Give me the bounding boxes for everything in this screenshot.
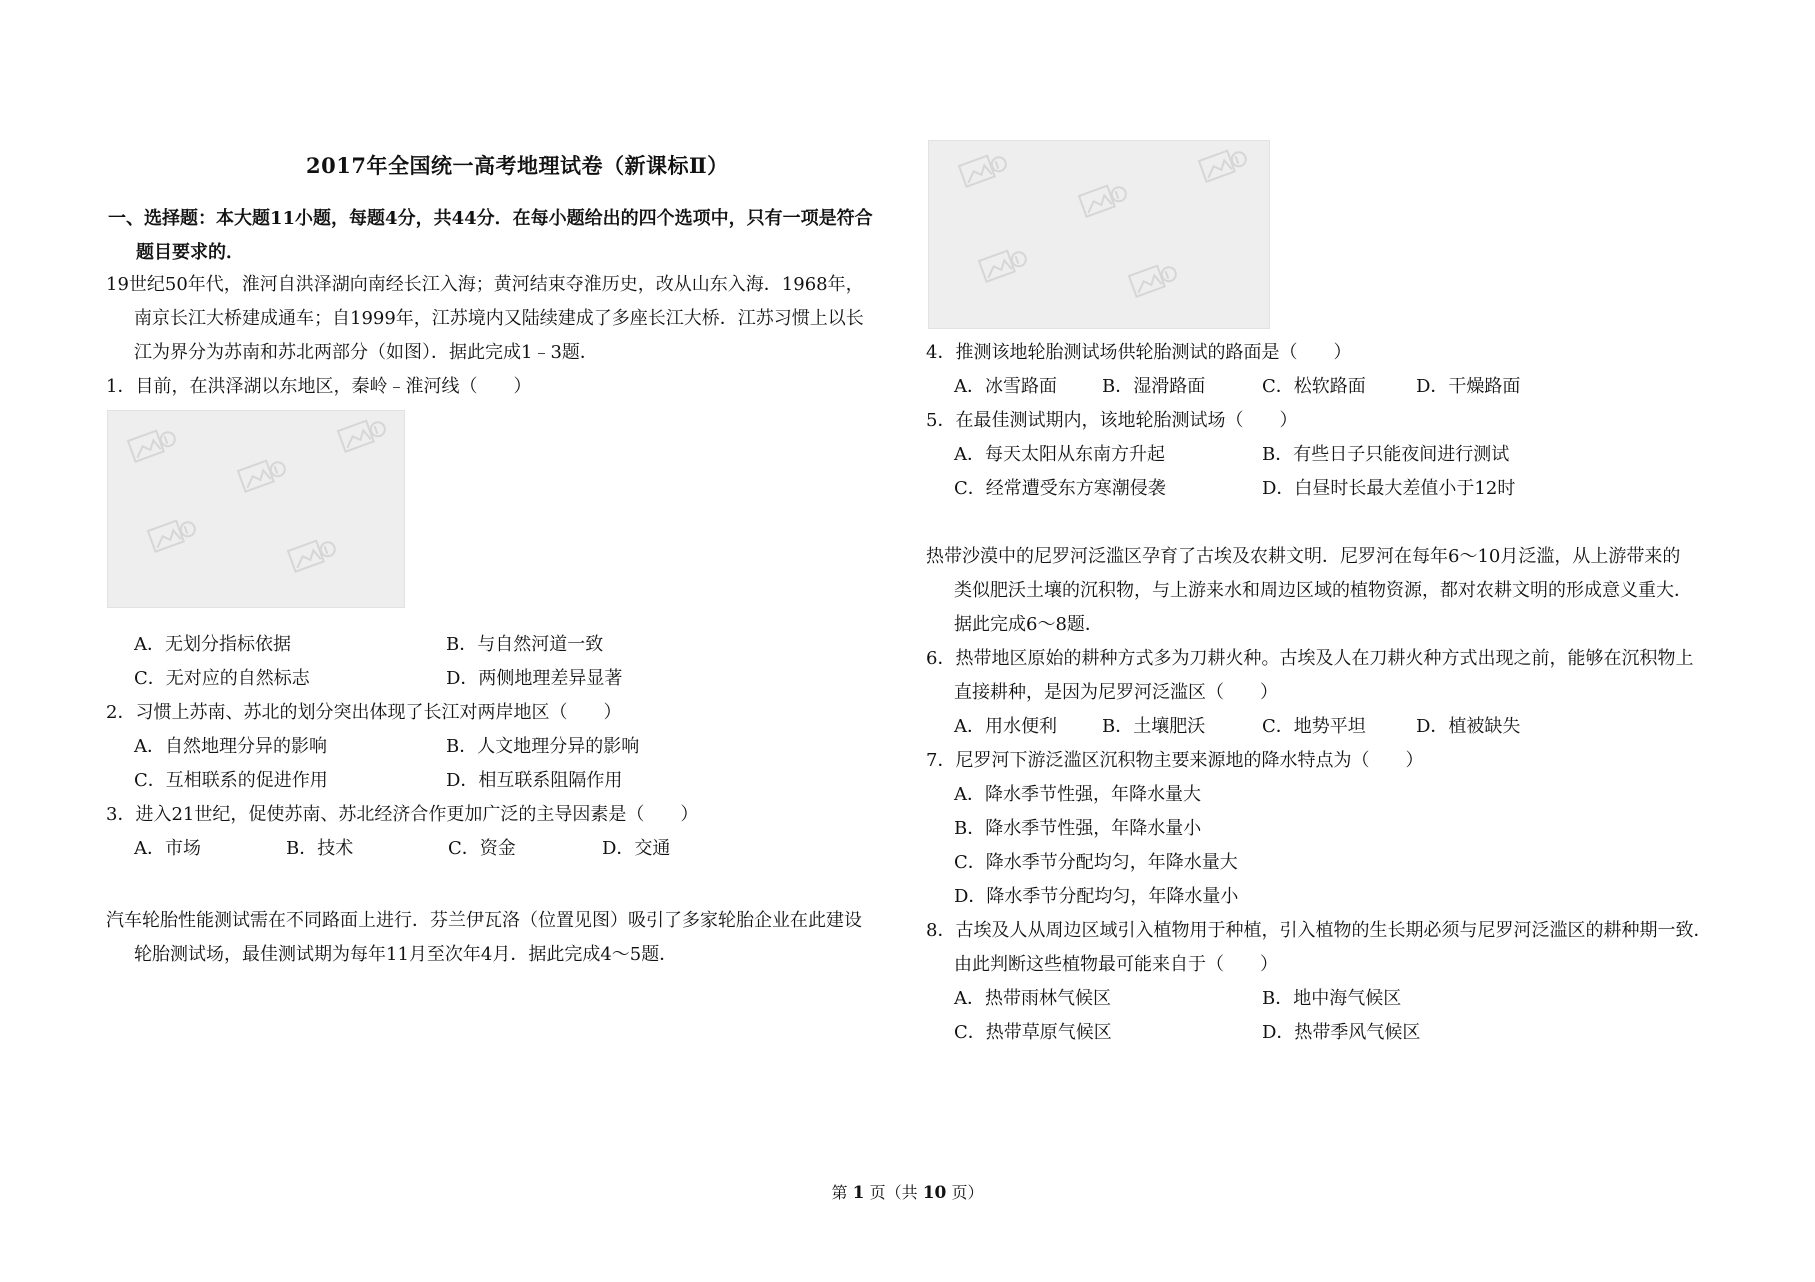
q2-option-a[interactable]: A．自然地理分异的影响 [134,736,327,757]
footer-pre: 第 [831,1183,848,1202]
q4-option-b[interactable]: B．湿滑路面 [1102,376,1206,397]
intro2-line2: 轮胎测试场，最佳测试期为每年11月至次年4月．据此完成4～5题． [134,944,678,965]
q8-option-c[interactable]: C．热带草原气候区 [954,1022,1112,1043]
q6-option-c[interactable]: C．地势平坦 [1262,716,1366,737]
question-8-stem-line2: 由此判断这些植物最可能来自于（ ） [954,954,1278,975]
q8-option-a[interactable]: A．热带雨林气候区 [954,988,1111,1009]
q6-option-d[interactable]: D．植被缺失 [1416,716,1521,737]
footer-total-pages: 10 [922,1183,947,1203]
q2-option-d[interactable]: D．相互联系阻隔作用 [446,770,623,791]
intro-paragraph-3 [926,540,1786,642]
question-1-stem: 1．目前，在洪泽湖以东地区，秦岭﹣淮河线（ ） [106,376,532,397]
q7-option-b[interactable]: B．降水季节性强，年降水量小 [954,818,1202,839]
question-4-stem: 4．推测该地轮胎测试场供轮胎测试的路面是（ ） [926,342,1352,363]
q3-option-b[interactable]: B．技术 [286,838,354,859]
question-8-stem-line1: 8．古埃及人从周边区域引入植物用于种植，引入植物的生长期必须与尼罗河泛滥区的耕种期一致． [926,920,1712,941]
intro1-line3: 江为界分为苏南和苏北两部分（如图）．据此完成1﹣3题． [134,342,598,363]
q1-option-c[interactable]: C．无对应的自然标志 [134,668,310,689]
q4-option-c[interactable]: C．松软路面 [1262,376,1366,397]
footer-mid: 页（共 [869,1183,918,1202]
q8-option-b[interactable]: B．地中海气候区 [1262,988,1402,1009]
image-placeholder-icon [929,141,1269,328]
section-heading-line1: 一、选择题：本大题11小题，每题4分，共44分．在每小题给出的四个选项中，只有一项是符合 [108,208,873,229]
q3-option-d[interactable]: D．交通 [602,838,671,859]
question-5-stem: 5．在最佳测试期内，该地轮胎测试场（ ） [926,410,1298,431]
q5-option-a[interactable]: A．每天太阳从东南方升起 [954,444,1165,465]
q1-option-a[interactable]: A．无划分指标依据 [134,634,291,655]
question-6-stem-line1: 6．热带地区原始的耕种方式多为刀耕火种。古埃及人在刀耕火种方式出现之前，能够在沉积物上 [926,648,1694,669]
page-footer [0,1180,1815,1203]
intro2-line1: 汽车轮胎性能测试需在不同路面上进行．芬兰伊瓦洛（位置见图）吸引了多家轮胎企业在此建设 [106,910,862,931]
q7-option-c[interactable]: C．降水季节分配均匀，年降水量大 [954,852,1238,873]
section-heading-line2: 题目要求的． [136,242,244,263]
left-column [106,268,906,404]
question-2-stem: 2．习惯上苏南、苏北的划分突出体现了长江对两岸地区（ ） [106,702,622,723]
question-6-stem-line2: 直接耕种，是因为尼罗河泛滥区（ ） [954,682,1278,703]
q3-option-a[interactable]: A．市场 [134,838,201,859]
section-heading [108,202,904,270]
question-7-stem: 7．尼罗河下游泛滥区沉积物主要来源地的降水特点为（ ） [926,750,1424,771]
q7-option-d[interactable]: D．降水季节分配均匀，年降水量小 [954,886,1239,907]
intro3-line1: 热带沙漠中的尼罗河泛滥区孕育了古埃及农耕文明．尼罗河在每年6～10月泛滥，从上游带来的 [926,546,1681,567]
image-placeholder-icon [108,411,404,607]
q4-option-a[interactable]: A．冰雪路面 [954,376,1057,397]
intro1-line1: 19世纪50年代，淮河自洪泽湖向南经长江入海；黄河结束夺淮历史，改从山东入海．1968年， [106,274,864,295]
q7-option-a[interactable]: A．降水季节性强，年降水量大 [954,784,1201,805]
finland-map-image-placeholder [928,140,1270,329]
question-3-stem: 3．进入21世纪，促使苏南、苏北经济合作更加广泛的主导因素是（ ） [106,804,699,825]
intro3-line3: 据此完成6～8题． [954,614,1103,635]
q1-option-b[interactable]: B．与自然河道一致 [446,634,604,655]
footer-post: 页） [951,1183,984,1202]
q8-option-d[interactable]: D．热带季风气候区 [1262,1022,1421,1043]
intro3-line2: 类似肥沃土壤的沉积物，与上游来水和周边区域的植物资源，都对农耕文明的形成意义重大． [954,580,1692,601]
right-column-bottom [926,540,1786,1050]
q3-option-c[interactable]: C．资金 [448,838,516,859]
q5-option-b[interactable]: B．有些日子只能夜间进行测试 [1262,444,1510,465]
q6-option-b[interactable]: B．土壤肥沃 [1102,716,1206,737]
map-image-placeholder [107,410,405,608]
q1-option-d[interactable]: D．两侧地理差异显著 [446,668,623,689]
exam-title: 2017年全国统一高考地理试卷（新课标Ⅱ） [306,153,729,178]
q6-option-a[interactable]: A．用水便利 [954,716,1057,737]
right-column-top [926,336,1766,506]
q2-option-b[interactable]: B．人文地理分异的影响 [446,736,640,757]
intro-paragraph-2 [106,904,906,972]
footer-page-number: 1 [852,1183,865,1203]
intro-paragraph-1 [106,268,906,370]
q1-options [106,628,906,866]
q5-option-d[interactable]: D．白昼时长最大差值小于12时 [1262,478,1516,499]
q4-option-d[interactable]: D．干燥路面 [1416,376,1521,397]
q5-option-c[interactable]: C．经常遭受东方寒潮侵袭 [954,478,1166,499]
intro1-line2: 南京长江大桥建成通车；自1999年，江苏境内又陆续建成了多座长江大桥．江苏习惯上以长 [134,308,864,329]
q2-option-c[interactable]: C．互相联系的促进作用 [134,770,328,791]
